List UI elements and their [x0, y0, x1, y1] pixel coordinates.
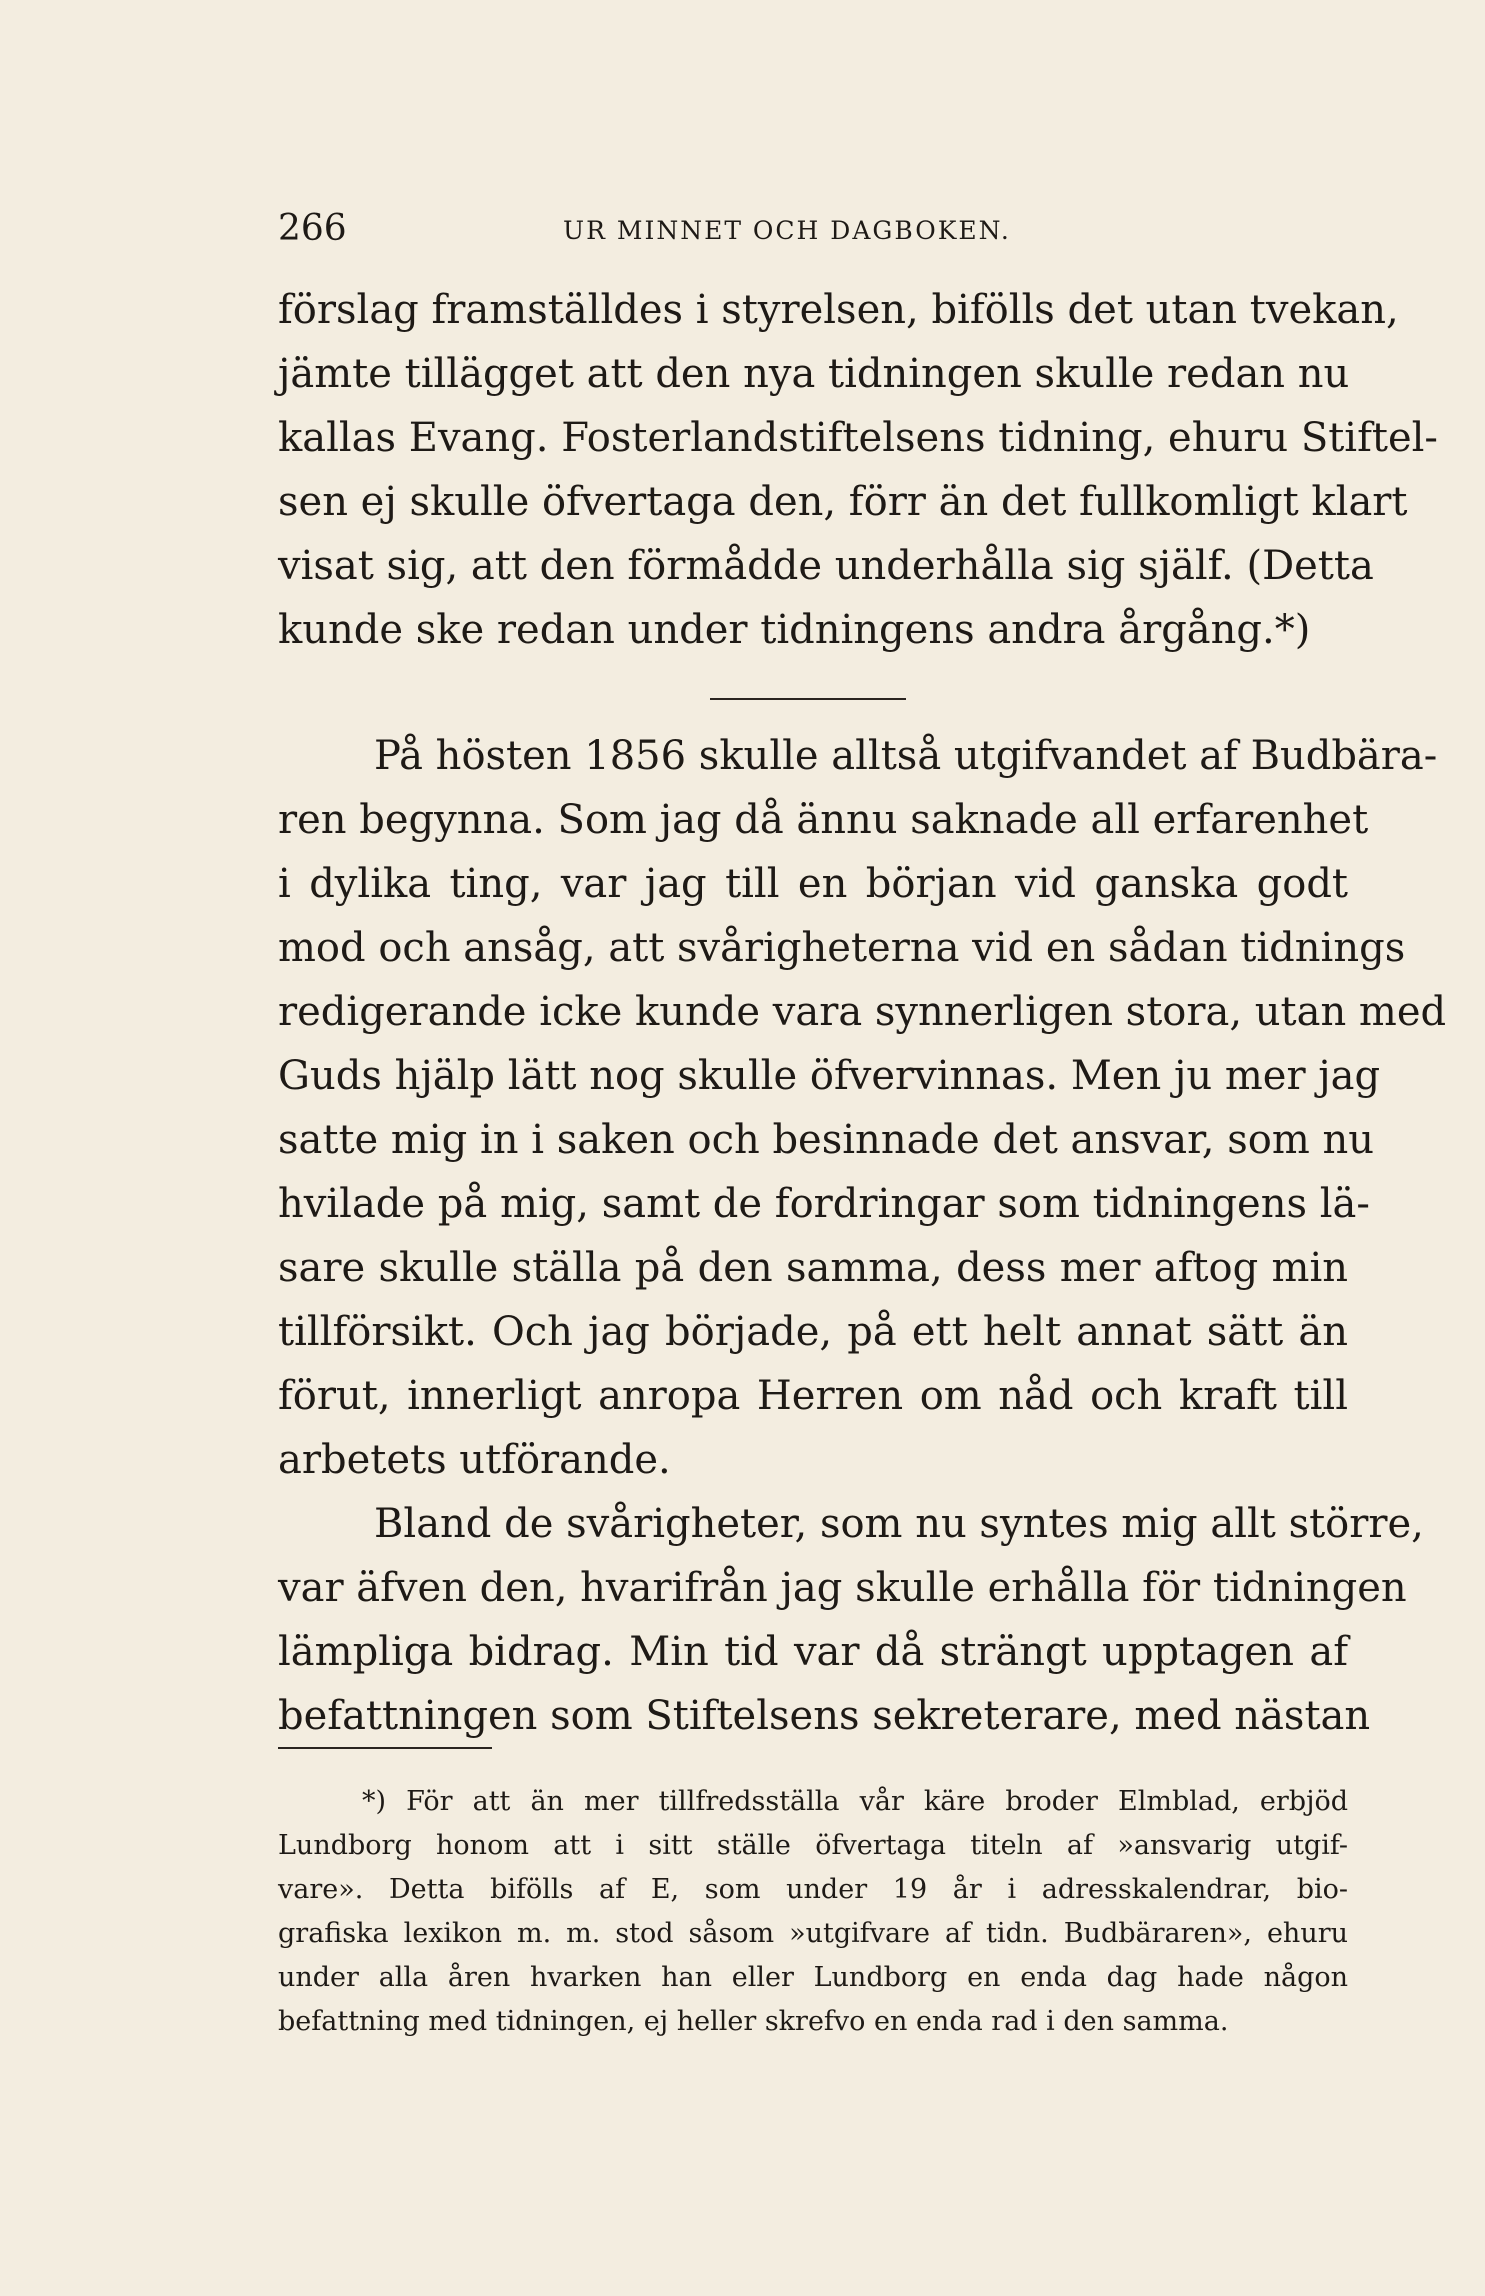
text-line: jämte tillägget att den nya tidningen skulle redan nu [278, 351, 1350, 397]
text-line: Bland de svårigheter, som nu syntes mig allt större, [374, 1501, 1424, 1547]
text-line: redigerande icke kunde vara synnerligen stora, utan med [278, 989, 1447, 1035]
text-line: mod och ansåg, att svårigheterna vid en sådan tidnings [278, 925, 1406, 971]
text-line: var äfven den, hvarifrån jag skulle erhålla för tidningen [278, 1565, 1407, 1611]
footnote-line: Lundborg honom att i sitt ställe öfvertaga titeln af »ansvarig utgif- [278, 1830, 1348, 1861]
text-line: arbetets utförande. [278, 1437, 671, 1483]
section-divider [710, 698, 906, 700]
text-line: tillförsikt. Och jag började, på ett helt annat sätt än [278, 1309, 1348, 1355]
footnote-line: vare». Detta bifölls af E, som under 19 år i adresskalendrar, bio- [278, 1874, 1348, 1905]
text-line: lämpliga bidrag. Min tid var då strängt upptagen af [278, 1629, 1348, 1675]
text-line: i dylika ting, var jag till en början vid ganska godt [278, 861, 1348, 907]
text-line: förslag framställdes i styrelsen, bifölls det utan tvekan, [278, 287, 1399, 333]
text-line: förut, innerligt anropa Herren om nåd och kraft till [278, 1373, 1348, 1419]
text-line: Guds hjälp lätt nog skulle öfvervinnas. Men ju mer jag [278, 1053, 1381, 1099]
text-line: sen ej skulle öfvertaga den, förr än det fullkomligt klart [278, 479, 1408, 525]
footnote-divider [278, 1747, 492, 1749]
text-line: befattningen som Stiftelsens sekreterare, med nästan [278, 1693, 1371, 1739]
text-line: På hösten 1856 skulle alltså utgifvandet af Budbära- [374, 733, 1438, 779]
text-line: sare skulle ställa på den samma, dess mer aftog min [278, 1245, 1348, 1291]
footnote-line: grafiska lexikon m. m. stod såsom »utgifvare af tidn. Budbäraren», ehuru [278, 1918, 1348, 1949]
text-line: kunde ske redan under tidningens andra årgång.*) [278, 607, 1311, 653]
page-number: 266 [278, 208, 347, 249]
footnote-line: under alla åren hvarken han eller Lundborg en enda dag hade någon [278, 1962, 1348, 1993]
text-line: visat sig, att den förmådde underhålla sig själf. (Detta [278, 543, 1374, 589]
text-line: kallas Evang. Fosterlandstiftelsens tidning, ehuru Stiftel- [278, 415, 1438, 461]
text-line: ren begynna. Som jag då ännu saknade all erfarenhet [278, 797, 1369, 843]
running-head: UR MINNET OCH DAGBOKEN. [563, 216, 1011, 245]
footnote-line: *) För att än mer tillfredsställa vår käre broder Elmblad, erbjöd [362, 1786, 1348, 1817]
footnote-line: befattning med tidningen, ej heller skrefvo en enda rad i den samma. [278, 2006, 1229, 2037]
text-line: hvilade på mig, samt de fordringar som tidningens lä- [278, 1181, 1370, 1227]
page-header [278, 208, 1348, 258]
text-line: satte mig in i saken och besinnade det ansvar, som nu [278, 1117, 1374, 1163]
